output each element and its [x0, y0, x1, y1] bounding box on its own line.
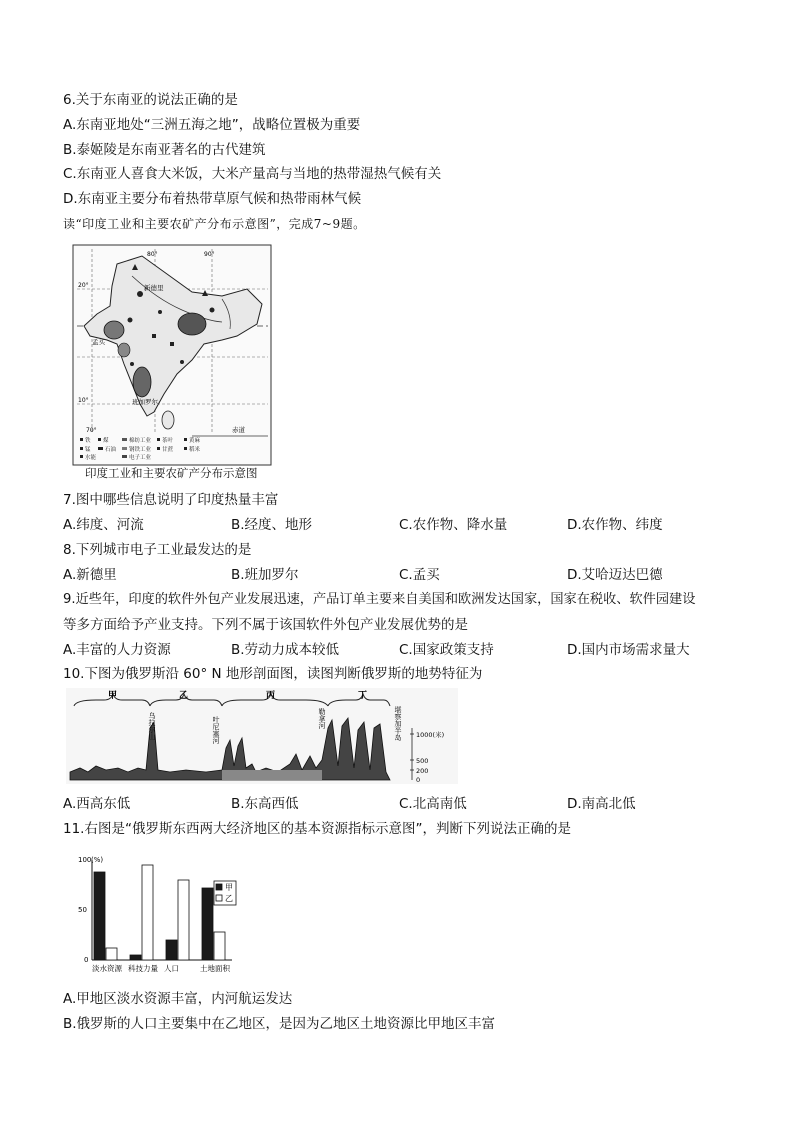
q6-option-d: D.东南亚主要分布着热带草原气候和热带雨林气候 [63, 191, 362, 207]
y-unit: (%) [91, 856, 104, 864]
q6-stem: 6.关于东南亚的说法正确的是 [63, 92, 238, 108]
resource-chart-figure [66, 852, 256, 976]
legend-rice: 稻米 [189, 447, 201, 453]
q10-stem: 10.下图为俄罗斯沿 60° N 地形剖面图，读图判断俄罗斯的地势特征为 [63, 666, 483, 682]
russia-profile [66, 688, 458, 784]
q7-option-c: C.农作物、降水量 [399, 517, 508, 533]
profile-region-yi: 乙 [179, 691, 189, 701]
legend-cotton-industry: 棉纺工业 [129, 438, 152, 444]
bar-甲-人口 [166, 940, 177, 960]
q7-option-a: A.纬度、河流 [63, 517, 144, 533]
legend-swatch-甲 [216, 884, 222, 890]
q7-stem: 7.图中哪些信息说明了印度热量丰富 [63, 492, 279, 508]
q9-option-b: B.劳动力成本较低 [231, 642, 340, 658]
profile-region-bing: 丙 [266, 691, 276, 701]
legend-label-甲: 甲 [225, 883, 233, 892]
india-map-caption: 印度工业和主要农矿产分布示意图 [85, 466, 258, 480]
y-tick-50: 50 [78, 906, 87, 914]
q9-option-c: C.国家政策支持 [399, 642, 494, 658]
q8-option-c: C.孟买 [399, 567, 440, 583]
profile-region-jia: 甲 [108, 691, 118, 701]
bar-甲-淡水资源 [94, 872, 105, 960]
map-label-bangalore: 班加罗尔 [132, 398, 158, 406]
legend-manganese: 锰 [85, 447, 91, 453]
q11-stem: 11.右图是“俄罗斯东西两大经济地区的基本资源指标示意图”，判断下列说法正确的是 [63, 821, 571, 837]
q10-option-d: D.南高北低 [567, 796, 636, 812]
q6-option-b: B.泰姬陵是东南亚著名的古代建筑 [63, 142, 266, 158]
bar-乙-科技力量 [142, 865, 153, 960]
profile-scale-200: 200 [416, 767, 429, 775]
bar-乙-人口 [178, 880, 189, 960]
bar-甲-土地面积 [202, 888, 213, 960]
map-lon-90: 90° [204, 251, 215, 258]
q11-option-b: B.俄罗斯的人口主要集中在乙地区，是因为乙地区土地资源比甲地区丰富 [63, 1016, 496, 1032]
map-label-mumbai: 孟买 [92, 338, 105, 346]
x-label-科技力量: 科技力量 [128, 964, 158, 973]
legend-sugarcane: 甘蔗 [162, 447, 174, 453]
profile-scale-unit: 1000(米) [416, 731, 445, 739]
profile-label-kamchatka: 堪察加半岛 [394, 706, 402, 741]
map-label-equator: 赤道 [232, 426, 245, 434]
legend-coal: 煤 [103, 438, 109, 444]
legend-oil: 石油 [105, 447, 117, 453]
x-label-土地面积: 土地面积 [200, 964, 230, 973]
q8-stem: 8.下列城市电子工业最发达的是 [63, 542, 252, 558]
map-label-new-delhi: 新德里 [144, 284, 164, 292]
bar-乙-淡水资源 [106, 948, 117, 960]
q7-option-d: D.农作物、纬度 [567, 517, 663, 533]
legend-iron: 铁 [85, 438, 91, 444]
bars-group [94, 865, 225, 960]
resource-chart [66, 852, 256, 976]
russia-profile-figure [66, 688, 458, 784]
q9-option-d: D.国内市场需求量大 [567, 642, 690, 658]
legend-jute: 黄麻 [189, 438, 201, 444]
legend-electronics-industry: 电子工业 [129, 455, 152, 461]
q10-option-a: A.西高东低 [63, 796, 131, 812]
q9-option-a: A.丰富的人力资源 [63, 642, 171, 658]
india-map-figure [72, 244, 272, 482]
legend-swatch-乙 [216, 895, 222, 901]
profile-scale-500: 500 [416, 757, 429, 765]
profile-label-yenisei: 叶尼塞河 [212, 716, 220, 744]
map-lon-70: 70° [86, 427, 97, 434]
legend-group [214, 881, 236, 905]
profile-label-lena: 勒拿河 [318, 708, 326, 729]
q8-option-a: A.新德里 [63, 567, 117, 583]
y-tick-0: 0 [84, 956, 89, 964]
map-lat-10: 10° [78, 397, 89, 404]
q11-option-a: A.甲地区淡水资源丰富，内河航运发达 [63, 991, 293, 1007]
map-lat-20: 20° [78, 282, 89, 289]
x-label-淡水资源: 淡水资源 [92, 964, 122, 973]
q9-stem-line1: 9.近些年，印度的软件外包产业发展迅速，产品订单主要来自美国和欧洲发达国家，国家在税收、软件园建设 [63, 592, 696, 607]
legend-hydropower: 水能 [85, 455, 97, 461]
q7-option-b: B.经度、地形 [231, 517, 313, 533]
profile-scale-0: 0 [416, 776, 421, 784]
q9-stem-line2: 等多方面给予产业支持。下列不属于该国软件外包产业发展优势的是 [63, 617, 468, 633]
q8-option-d: D.艾哈迈达巴德 [567, 567, 663, 583]
x-label-人口: 人口 [164, 964, 179, 973]
bar-乙-土地面积 [214, 932, 225, 960]
q8-option-b: B.班加罗尔 [231, 567, 299, 583]
q10-option-c: C.北高南低 [399, 796, 467, 812]
legend-steel-industry: 钢铁工业 [129, 447, 152, 453]
profile-region-ding: 丁 [358, 691, 368, 701]
q6-option-c: C.东南亚人喜食大米饭，大米产量高与当地的热带湿热气候有关 [63, 166, 442, 182]
india-map [72, 244, 272, 482]
legend-label-乙: 乙 [225, 894, 233, 903]
q10-option-b: B.东高西低 [231, 796, 299, 812]
x-labels-group [92, 963, 230, 973]
map-lon-80: 80° [147, 251, 158, 258]
profile-label-ural: 乌拉尔山 [148, 712, 156, 740]
q6-option-a: A.东南亚地处“三洲五海之地”，战略位置极为重要 [63, 117, 361, 133]
intro-7-9: 读“印度工业和主要农矿产分布示意图”，完成7~9题。 [63, 217, 366, 231]
y-tick-100: 100 [78, 856, 92, 864]
legend-tea: 茶叶 [162, 438, 174, 444]
bar-甲-科技力量 [130, 955, 141, 960]
